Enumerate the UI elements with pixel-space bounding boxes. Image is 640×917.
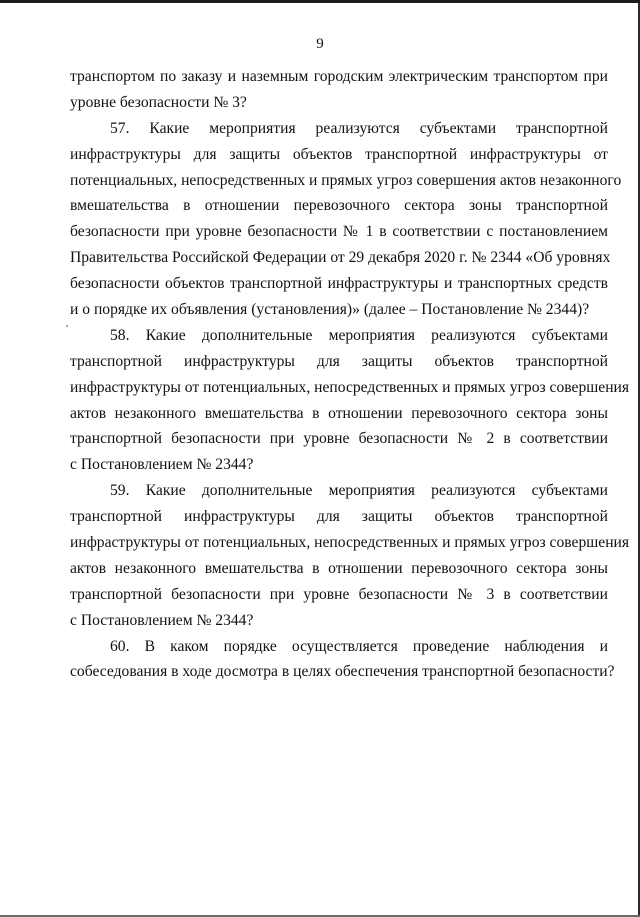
text-line: с Постановлением № 2344? — [70, 611, 254, 629]
text-line: Правительства Российской Федерации от 29 декабря 2020 г. № 2344 «Об уровнях — [70, 249, 611, 267]
text-line: транспортной инфраструктуры для защиты объектов транспортной — [70, 508, 608, 526]
text-line: уровне безопасности № 3? — [70, 93, 247, 111]
text-line: транспортом по заказу и наземным городским электрическим транспортом при — [70, 68, 608, 85]
text-line: инфраструктуры для защиты объектов транспортной инфраструктуры от — [70, 145, 608, 163]
text-line: с Постановлением № 2344? — [70, 456, 254, 474]
page-number: 9 — [316, 36, 324, 52]
text-line: и о порядке их объявления (установления)» (далее – Постановление № 2344)? — [70, 301, 590, 319]
scan-speck — [66, 325, 68, 327]
text-line: 58. Какие дополнительные мероприятия реализуются субъектами — [110, 326, 608, 344]
text-line: потенциальных, непосредственных и прямых угроз совершения актов незаконного — [70, 171, 622, 189]
text-line: безопасности при уровне безопасности № 1 в соответствии с постановлением — [70, 223, 608, 241]
text-line: транспортной безопасности при уровне безопасности № 2 в соответствии — [70, 430, 608, 448]
text-line: 60. В каком порядке осуществляется проведение наблюдения и — [110, 637, 608, 655]
document-body — [70, 64, 630, 685]
text-line: инфраструктуры от потенциальных, непосредственных и прямых угроз совершения — [70, 534, 630, 552]
text-line: транспортной инфраструктуры для защиты объектов транспортной — [70, 352, 608, 370]
text-line: безопасности объектов транспортной инфраструктуры и транспортных средств — [70, 275, 608, 293]
text-line: вмешательства в отношении перевозочного сектора зоны транспортной — [70, 197, 608, 215]
text-line: транспортной безопасности при уровне безопасности № 3 в соответствии — [70, 585, 608, 603]
text-line: собеседования в ходе досмотра в целях обеспечения транспортной безопасности? — [70, 663, 615, 681]
scan-top-edge — [0, 0, 640, 3]
text-line: инфраструктуры от потенциальных, непосредственных и прямых угроз совершения — [70, 378, 630, 396]
text-line: 57. Какие мероприятия реализуются субъектами транспортной — [110, 119, 608, 137]
text-line: актов незаконного вмешательства в отношении перевозочного сектора зоны — [70, 559, 608, 577]
text-line: 59. Какие дополнительные мероприятия реализуются субъектами — [110, 482, 608, 500]
text-line: актов незаконного вмешательства в отношении перевозочного сектора зоны — [70, 404, 608, 422]
